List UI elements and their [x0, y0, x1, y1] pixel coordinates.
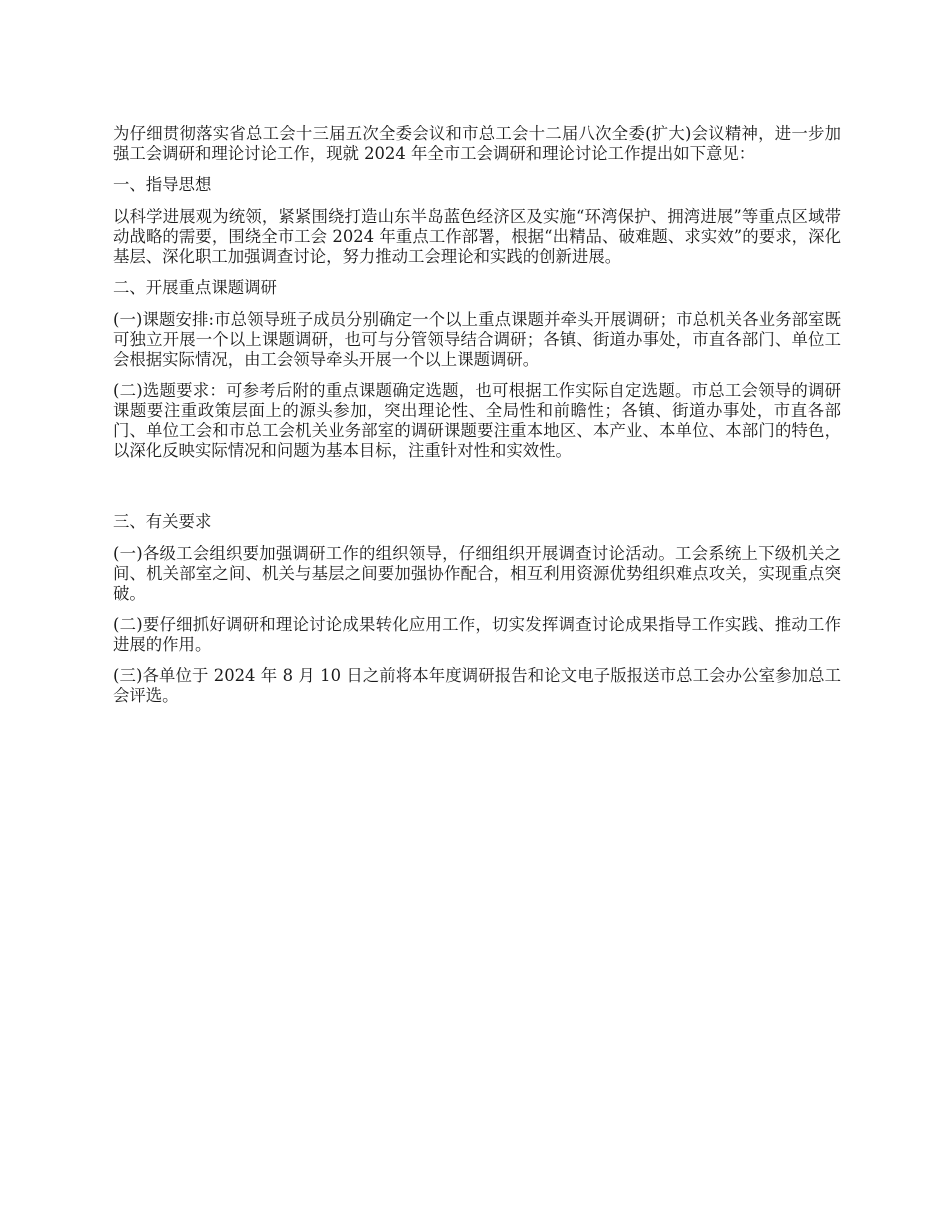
blank-spacer [113, 472, 841, 512]
section-3-heading: 三、有关要求 [113, 512, 212, 531]
section-1-heading: 一、指导思想 [113, 175, 212, 194]
section-3-item-2: (二)要仔细抓好调研和理论讨论成果转化应用工作，切实发挥调查讨论成果指导工作实践、推动工作进展的作用。 [113, 615, 841, 654]
document-body [113, 124, 841, 717]
section-3-item-1: (一)各级工会组织要加强调研工作的组织领导，仔细组织开展调查讨论活动。工会系统上下级机关之间、机关部室之间、机关与基层之间要加强协作配合，相互利用资源优势组织难点攻关，实现重点突破。 [113, 544, 841, 603]
section-2-item-2: (二)选题要求：可参考后附的重点课题确定选题，也可根据工作实际自定选题。市总工会领导的调研课题要注重政策层面上的源头参加，突出理论性、全局性和前瞻性；各镇、街道办事处，市直各部门、单位工会和市总工会机关业务部室的调研课题要注重本地区、本产业、本单位、本部门的特色，以深化反映实际情况和问题为基本目标，注重针对性和实效性。 [113, 381, 841, 460]
section-1-paragraph: 以科学进展观为统领，紧紧围绕打造山东半岛蓝色经济区及实施“环湾保护、拥湾进展”等重点区域带动战略的需要，围绕全市工会 2024 年重点工作部署，根据“出精品、破难题、求实效”的要求，深化基层、深化职工加强调查讨论，努力推动工会理论和实践的创新进展。 [113, 207, 841, 266]
section-3-item-3: (三)各单位于 2024 年 8 月 10 日之前将本年度调研报告和论文电子版报送市总工会办公室参加总工会评选。 [113, 666, 841, 705]
intro-paragraph: 为仔细贯彻落实省总工会十三届五次全委会议和市总工会十二届八次全委(扩大)会议精神，进一步加强工会调研和理论讨论工作，现就 2024 年全市工会调研和理论讨论工作提出如下意见： [113, 124, 841, 163]
section-2-heading: 二、开展重点课题调研 [113, 278, 277, 297]
section-2-item-1: (一)课题安排:市总领导班子成员分别确定一个以上重点课题并牵头开展调研；市总机关各业务部室既可独立开展一个以上课题调研，也可与分管领导结合调研；各镇、街道办事处，市直各部门、单位工会根据实际情况，由工会领导牵头开展一个以上课题调研。 [113, 310, 841, 369]
